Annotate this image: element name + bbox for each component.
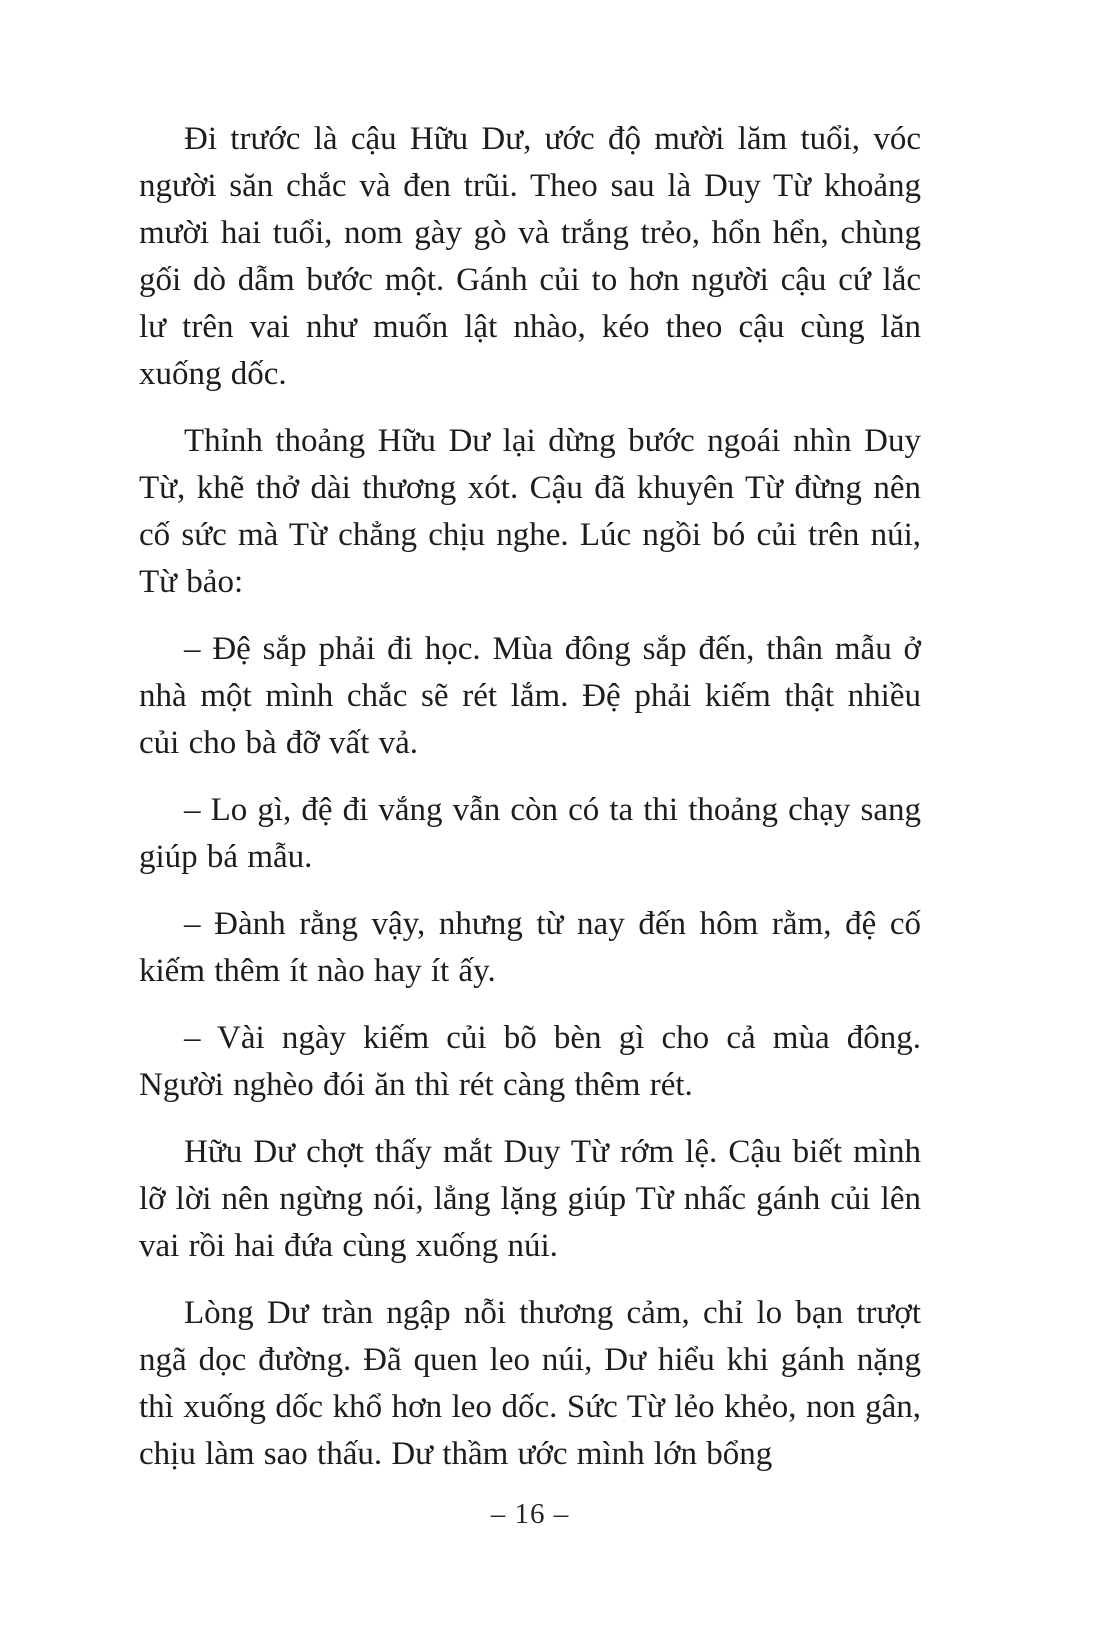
paragraph-1: Đi trước là cậu Hữu Dư, ước độ mười lăm tuổi, vóc người săn chắc và đen trũi. Theo sau là Duy Từ khoảng mười hai tuổi, nom gày gò và trắng trẻo, hổn hển, chùng gối dò dẫm bước một. Gánh củi to hơn người cậu cứ lắc lư trên vai như muốn lật nhào, kéo theo cậu cùng lăn xuống dốc.: [139, 121, 921, 392]
paragraph-8: Lòng Dư tràn ngập nỗi thương cảm, chỉ lo bạn trượt ngã dọc đường. Đã quen leo núi, Dư hiểu khi gánh nặng thì xuống dốc khổ hơn leo dốc. Sức Từ lẻo khẻo, non gân, chịu làm sao thấu. Dư thầm ước mình lớn bổng: [139, 1295, 921, 1472]
dialogue-line-1: – Đệ sắp phải đi học. Mùa đông sắp đến, thân mẫu ở nhà một mình chắc sẽ rét lắm. Đệ phải kiếm thật nhiều củi cho bà đỡ vất vả.: [139, 631, 921, 761]
dialogue-line-2: – Lo gì, đệ đi vắng vẫn còn có ta thi thoảng chạy sang giúp bá mẫu.: [139, 792, 921, 875]
dialogue-line-3: – Đành rằng vậy, nhưng từ nay đến hôm rằm, đệ cố kiếm thêm ít nào hay ít ấy.: [139, 906, 921, 989]
paragraph-2: Thỉnh thoảng Hữu Dư lại dừng bước ngoái nhìn Duy Từ, khẽ thở dài thương xót. Cậu đã khuyên Từ đừng nên cố sức mà Từ chẳng chịu nghe. Lúc ngồi bó củi trên núi, Từ bảo:: [139, 423, 921, 600]
dialogue-line-4: – Vài ngày kiếm củi bõ bèn gì cho cả mùa đông. Người nghèo đói ăn thì rét càng thêm rét.: [139, 1020, 921, 1103]
paragraph-7: Hữu Dư chợt thấy mắt Duy Từ rớm lệ. Cậu biết mình lỡ lời nên ngừng nói, lẳng lặng giúp Từ nhấc gánh củi lên vai rồi hai đứa cùng xuống núi.: [139, 1134, 921, 1264]
page-number: – 16 –: [490, 1498, 570, 1530]
text-block: [139, 116, 921, 1498]
